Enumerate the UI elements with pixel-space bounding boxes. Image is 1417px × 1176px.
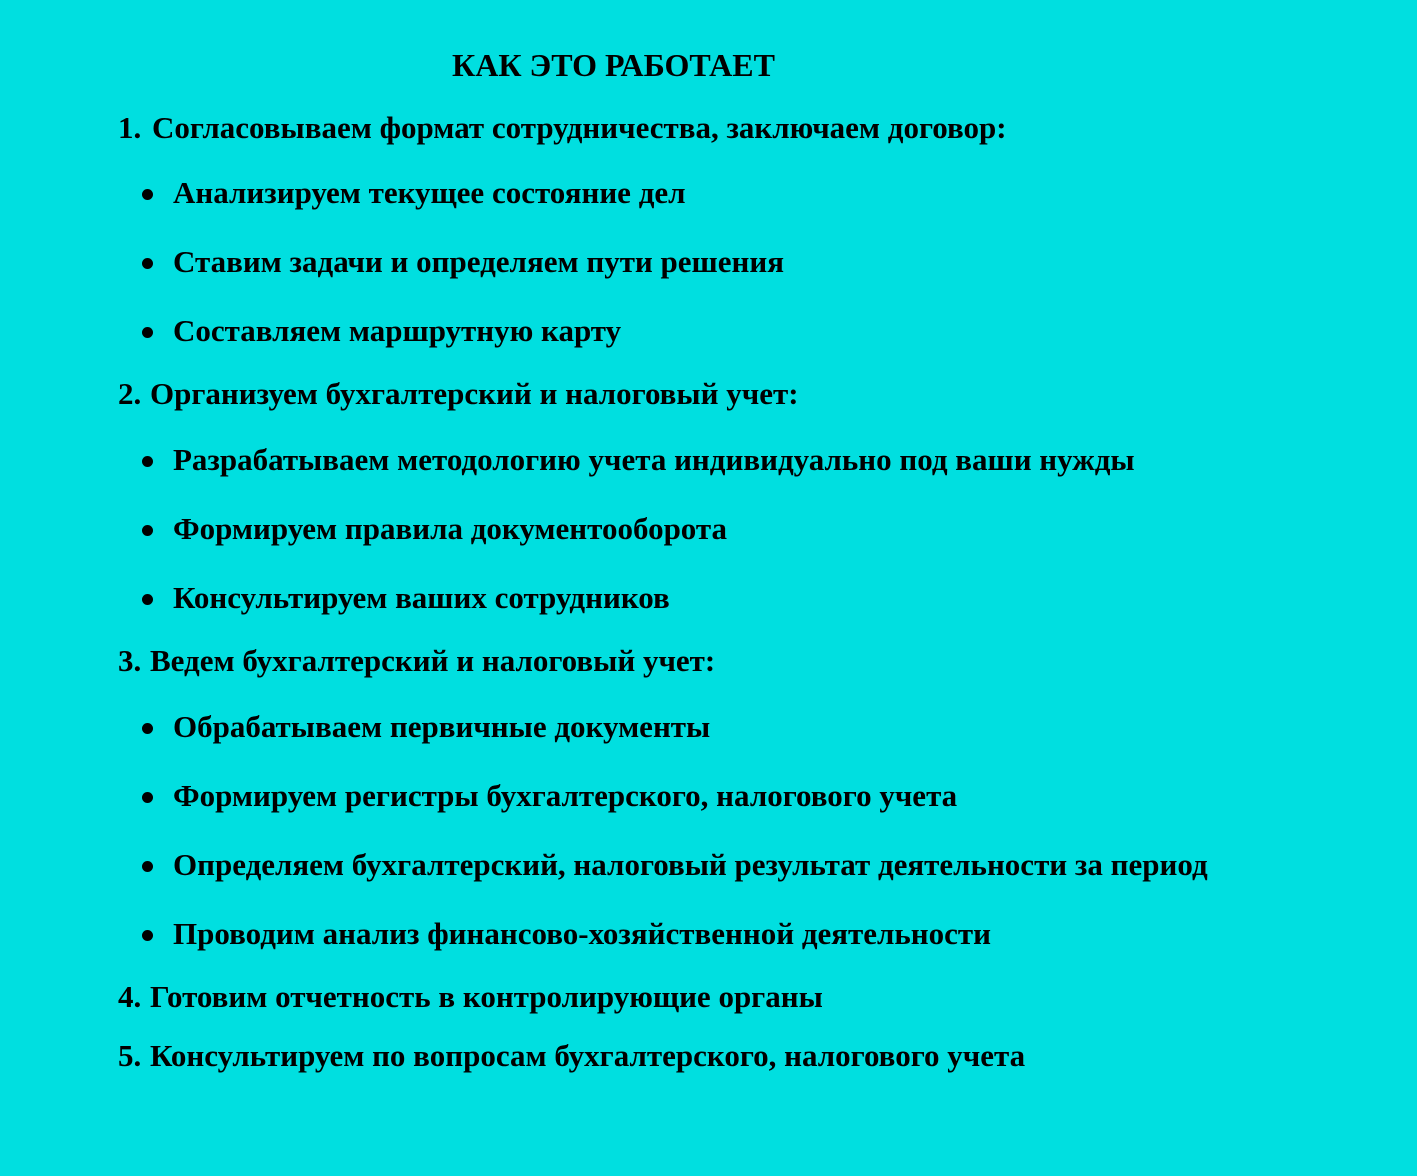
bullet-icon <box>142 525 153 536</box>
step-text: Готовим отчетность в контролирующие органы <box>150 979 823 1014</box>
page-title: КАК ЭТО РАБОТАЕТ <box>452 47 775 83</box>
list-item-text: Обрабатываем первичные документы <box>173 709 711 744</box>
list-item-text: Ставим задачи и определяем пути решения <box>173 244 784 279</box>
step-text: Консультируем по вопросам бухгалтерского, налогового учета <box>150 1038 1026 1073</box>
bullet-icon <box>142 792 153 803</box>
step-number: 5. <box>118 1038 142 1073</box>
bullet-icon <box>142 189 153 200</box>
list-item-text: Формируем регистры бухгалтерского, налогового учета <box>173 778 958 813</box>
step-text: Согласовываем формат сотрудничества, заключаем договор: <box>152 110 1007 145</box>
bullet-icon <box>142 594 153 605</box>
step-text: Ведем бухгалтерский и налоговый учет: <box>150 643 716 678</box>
bullet-icon <box>142 930 153 941</box>
bullet-icon <box>142 327 153 338</box>
list-item-text: Определяем бухгалтерский, налоговый результат деятельности за период <box>173 847 1208 882</box>
list-item-text: Формируем правила документооборота <box>173 511 728 546</box>
bullet-icon <box>142 861 153 872</box>
bullet-icon <box>142 258 153 269</box>
list-item-text: Консультируем ваших сотрудников <box>173 580 670 615</box>
step-number: 4. <box>118 979 142 1014</box>
step-number: 1. <box>118 110 142 145</box>
step-text: Организуем бухгалтерский и налоговый учет: <box>150 376 799 411</box>
list-item-text: Анализируем текущее состояние дел <box>173 175 686 210</box>
list-item-text: Проводим анализ финансово-хозяйственной деятельности <box>173 916 992 951</box>
bullet-icon <box>142 456 153 467</box>
step-number: 2. <box>118 376 142 411</box>
list-item-text: Составляем маршрутную карту <box>173 313 622 348</box>
list-item-text: Разрабатываем методологию учета индивидуально под ваши нужды <box>173 442 1135 477</box>
bullet-icon <box>142 723 153 734</box>
step-number: 3. <box>118 643 142 678</box>
